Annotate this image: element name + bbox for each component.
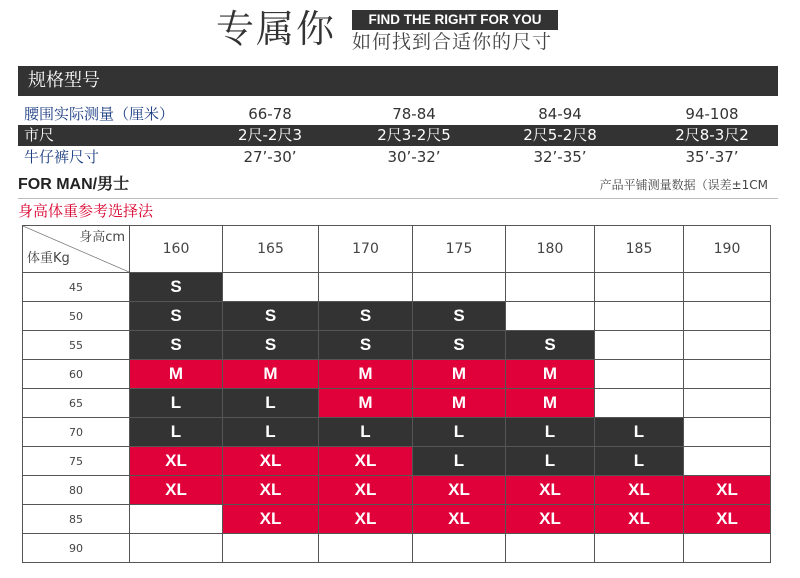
spec-value: 35’-37’: [685, 148, 739, 166]
spec-row-label: 市尺: [24, 126, 55, 144]
size-cell: XL: [413, 476, 506, 505]
size-chart-table: [22, 225, 771, 563]
weight-label: 80: [23, 476, 130, 505]
spec-row-jeans: [18, 147, 778, 168]
size-cell: M: [319, 360, 413, 389]
size-cell: S: [506, 331, 595, 360]
spec-value: 27’-30’: [243, 148, 297, 166]
spec-value: 2尺8-3尺2: [675, 126, 749, 144]
size-cell: L: [319, 418, 413, 447]
size-cell: XL: [319, 447, 413, 476]
spec-value: 2尺5-2尺8: [523, 126, 597, 144]
size-cell: L: [223, 389, 319, 418]
size-cell: L: [413, 447, 506, 476]
size-cell: S: [319, 331, 413, 360]
spec-value: 2尺-2尺3: [237, 126, 303, 144]
size-cell: XL: [319, 505, 413, 534]
size-cell: XL: [684, 505, 771, 534]
size-cell: XL: [130, 476, 223, 505]
size-cell: XL: [319, 476, 413, 505]
height-header: 175: [413, 226, 506, 273]
weight-label: 70: [23, 418, 130, 447]
height-header-row: [23, 226, 771, 273]
measure-note: 产品平铺测量数据（误差±1CM: [599, 178, 768, 192]
size-cell: M: [223, 360, 319, 389]
size-cell: [413, 534, 506, 563]
size-cell: [684, 273, 771, 302]
size-cell: [130, 505, 223, 534]
weight-row: [23, 505, 771, 534]
size-cell: [130, 534, 223, 563]
size-cell: [595, 273, 684, 302]
weight-row: [23, 476, 771, 505]
spec-header-bar: [18, 66, 778, 96]
height-header: 160: [130, 226, 223, 273]
size-cell: S: [130, 331, 223, 360]
size-cell: L: [595, 418, 684, 447]
spec-value: 2尺3-2尺5: [377, 126, 451, 144]
size-cell: M: [506, 360, 595, 389]
size-cell: XL: [223, 476, 319, 505]
weight-row: [23, 273, 771, 302]
spec-value: 66-78: [248, 105, 292, 123]
height-header: 185: [595, 226, 684, 273]
size-cell: XL: [684, 476, 771, 505]
size-cell: [595, 389, 684, 418]
size-cell: [684, 418, 771, 447]
size-cell: XL: [506, 476, 595, 505]
spec-row-chi: [18, 125, 778, 146]
size-cell: S: [319, 302, 413, 331]
weight-axis-label: 体重Kg: [27, 251, 70, 266]
size-cell: L: [130, 389, 223, 418]
size-cell: [319, 534, 413, 563]
weight-row: [23, 447, 771, 476]
spec-value: 78-84: [392, 105, 436, 123]
size-cell: XL: [223, 505, 319, 534]
height-header: 165: [223, 226, 319, 273]
size-cell: [506, 273, 595, 302]
size-cell: [684, 534, 771, 563]
size-cell: XL: [223, 447, 319, 476]
size-cell: [595, 360, 684, 389]
size-cell: [506, 534, 595, 563]
divider: [18, 198, 778, 199]
size-cell: XL: [595, 505, 684, 534]
size-cell: L: [130, 418, 223, 447]
height-header: 170: [319, 226, 413, 273]
size-cell: M: [413, 360, 506, 389]
spec-value: 94-108: [685, 105, 739, 123]
corner-cell: [23, 226, 130, 273]
size-cell: [595, 331, 684, 360]
size-cell: S: [130, 302, 223, 331]
slogan-banner: FIND THE RIGHT FOR YOU: [352, 10, 558, 30]
size-cell: S: [130, 273, 223, 302]
size-cell: L: [506, 418, 595, 447]
size-cell: M: [130, 360, 223, 389]
weight-label: 55: [23, 331, 130, 360]
weight-label: 75: [23, 447, 130, 476]
spec-row-label: 腰围实际测量（厘米）: [24, 105, 175, 123]
size-cell: [506, 302, 595, 331]
size-cell: M: [319, 389, 413, 418]
spec-value: 84-94: [538, 105, 582, 123]
size-cell: [223, 273, 319, 302]
page-title: 专属你: [216, 7, 337, 51]
spec-row-waist: [18, 104, 778, 125]
size-cell: [684, 331, 771, 360]
size-cell: XL: [413, 505, 506, 534]
size-cell: L: [595, 447, 684, 476]
size-cell: S: [223, 331, 319, 360]
weight-label: 50: [23, 302, 130, 331]
size-cell: [319, 273, 413, 302]
size-cell: [595, 534, 684, 563]
size-cell: XL: [506, 505, 595, 534]
page-subtitle: 如何找到合适你的尺寸: [352, 31, 553, 53]
size-cell: S: [413, 331, 506, 360]
size-cell: L: [223, 418, 319, 447]
size-cell: [684, 302, 771, 331]
weight-label: 65: [23, 389, 130, 418]
height-header: 190: [684, 226, 771, 273]
size-cell: [595, 302, 684, 331]
weight-row: [23, 418, 771, 447]
size-cell: S: [413, 302, 506, 331]
weight-row: [23, 389, 771, 418]
size-cell: S: [223, 302, 319, 331]
size-cell: [684, 360, 771, 389]
spec-value: 30’-32’: [387, 148, 441, 166]
size-cell: [684, 389, 771, 418]
size-cell: [684, 447, 771, 476]
men-section-label: FOR MAN/男士: [18, 176, 130, 193]
spec-row-label: 牛仔裤尺寸: [24, 148, 100, 166]
size-cell: XL: [130, 447, 223, 476]
height-header: 180: [506, 226, 595, 273]
height-axis-label: 身高cm: [79, 230, 125, 245]
size-cell: L: [506, 447, 595, 476]
weight-row: [23, 331, 771, 360]
height-weight-label: 身高体重参考选择法: [18, 202, 154, 220]
size-cell: M: [413, 389, 506, 418]
size-cell: L: [413, 418, 506, 447]
weight-label: 85: [23, 505, 130, 534]
size-cell: [223, 534, 319, 563]
spec-value: 32’-35’: [533, 148, 587, 166]
weight-label: 90: [23, 534, 130, 563]
size-cell: M: [506, 389, 595, 418]
weight-label: 60: [23, 360, 130, 389]
spec-title: 规格型号: [28, 70, 100, 91]
size-cell: [413, 273, 506, 302]
weight-row: [23, 360, 771, 389]
weight-row: [23, 302, 771, 331]
weight-label: 45: [23, 273, 130, 302]
size-cell: XL: [595, 476, 684, 505]
weight-row: [23, 534, 771, 563]
